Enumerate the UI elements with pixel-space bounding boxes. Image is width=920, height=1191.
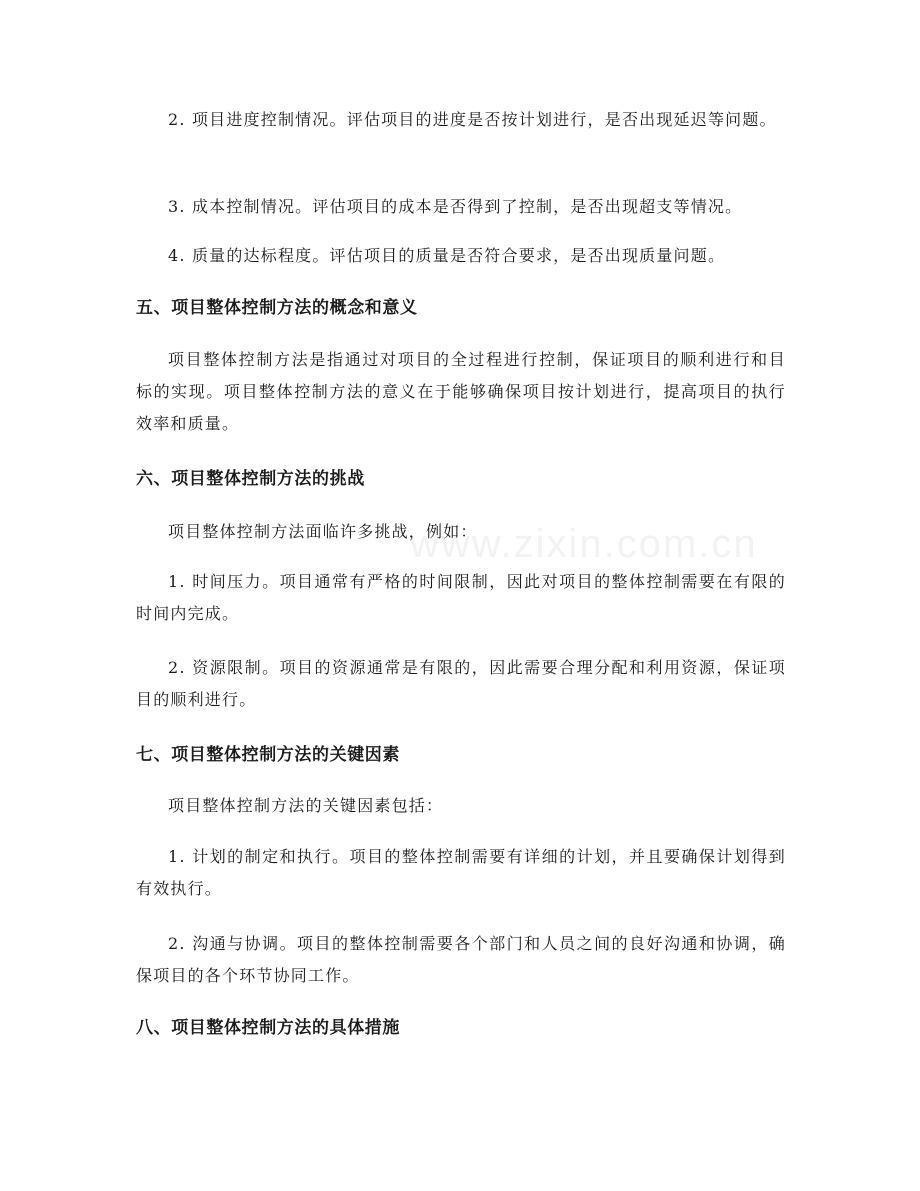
- paragraph-cost-control: 3. 成本控制情况。评估项目的成本是否得到了控制，是否出现超支等情况。: [168, 197, 743, 216]
- paragraph-resource-limits: 2. 资源限制。项目的资源通常是有限的，因此需要合理分配和利用资源，保证项目的顺利进行。: [136, 658, 786, 709]
- paragraph-concept-meaning: 项目整体控制方法是指通过对项目的全过程进行控制，保证项目的顺利进行和目标的实现。项目整体控制方法的意义在于能够确保项目按计划进行，提高项目的执行效率和质量。: [136, 350, 786, 433]
- paragraph-planning-execution: 1. 计划的制定和执行。项目的整体控制需要有详细的计划，并且要确保计划得到有效执行。: [136, 847, 786, 898]
- section-heading-8: 八、项目整体控制方法的具体措施: [136, 1018, 400, 1038]
- paragraph-progress-control: 2. 项目进度控制情况。评估项目的进度是否按计划进行，是否出现延迟等问题。: [168, 110, 777, 129]
- paragraph-communication: 2. 沟通与协调。项目的整体控制需要各个部门和人员之间的良好沟通和协调，确保项目的各个环节协同工作。: [136, 934, 786, 985]
- paragraph-time-pressure: 1. 时间压力。项目通常有严格的时间限制，因此对项目的整体控制需要在有限的时间内完成。: [136, 572, 786, 623]
- section-heading-6: 六、项目整体控制方法的挑战: [136, 469, 365, 489]
- paragraph-quality-level: 4. 质量的达标程度。评估项目的质量是否符合要求，是否出现质量问题。: [168, 246, 726, 265]
- section-heading-7: 七、项目整体控制方法的关键因素: [136, 745, 400, 765]
- section-heading-5: 五、项目整体控制方法的概念和意义: [136, 298, 418, 318]
- watermark: www.zixin.com.cn: [410, 522, 758, 566]
- paragraph-key-factors-intro: 项目整体控制方法的关键因素包括：: [168, 796, 444, 815]
- paragraph-challenges-intro: 项目整体控制方法面临许多挑战，例如：: [168, 522, 478, 541]
